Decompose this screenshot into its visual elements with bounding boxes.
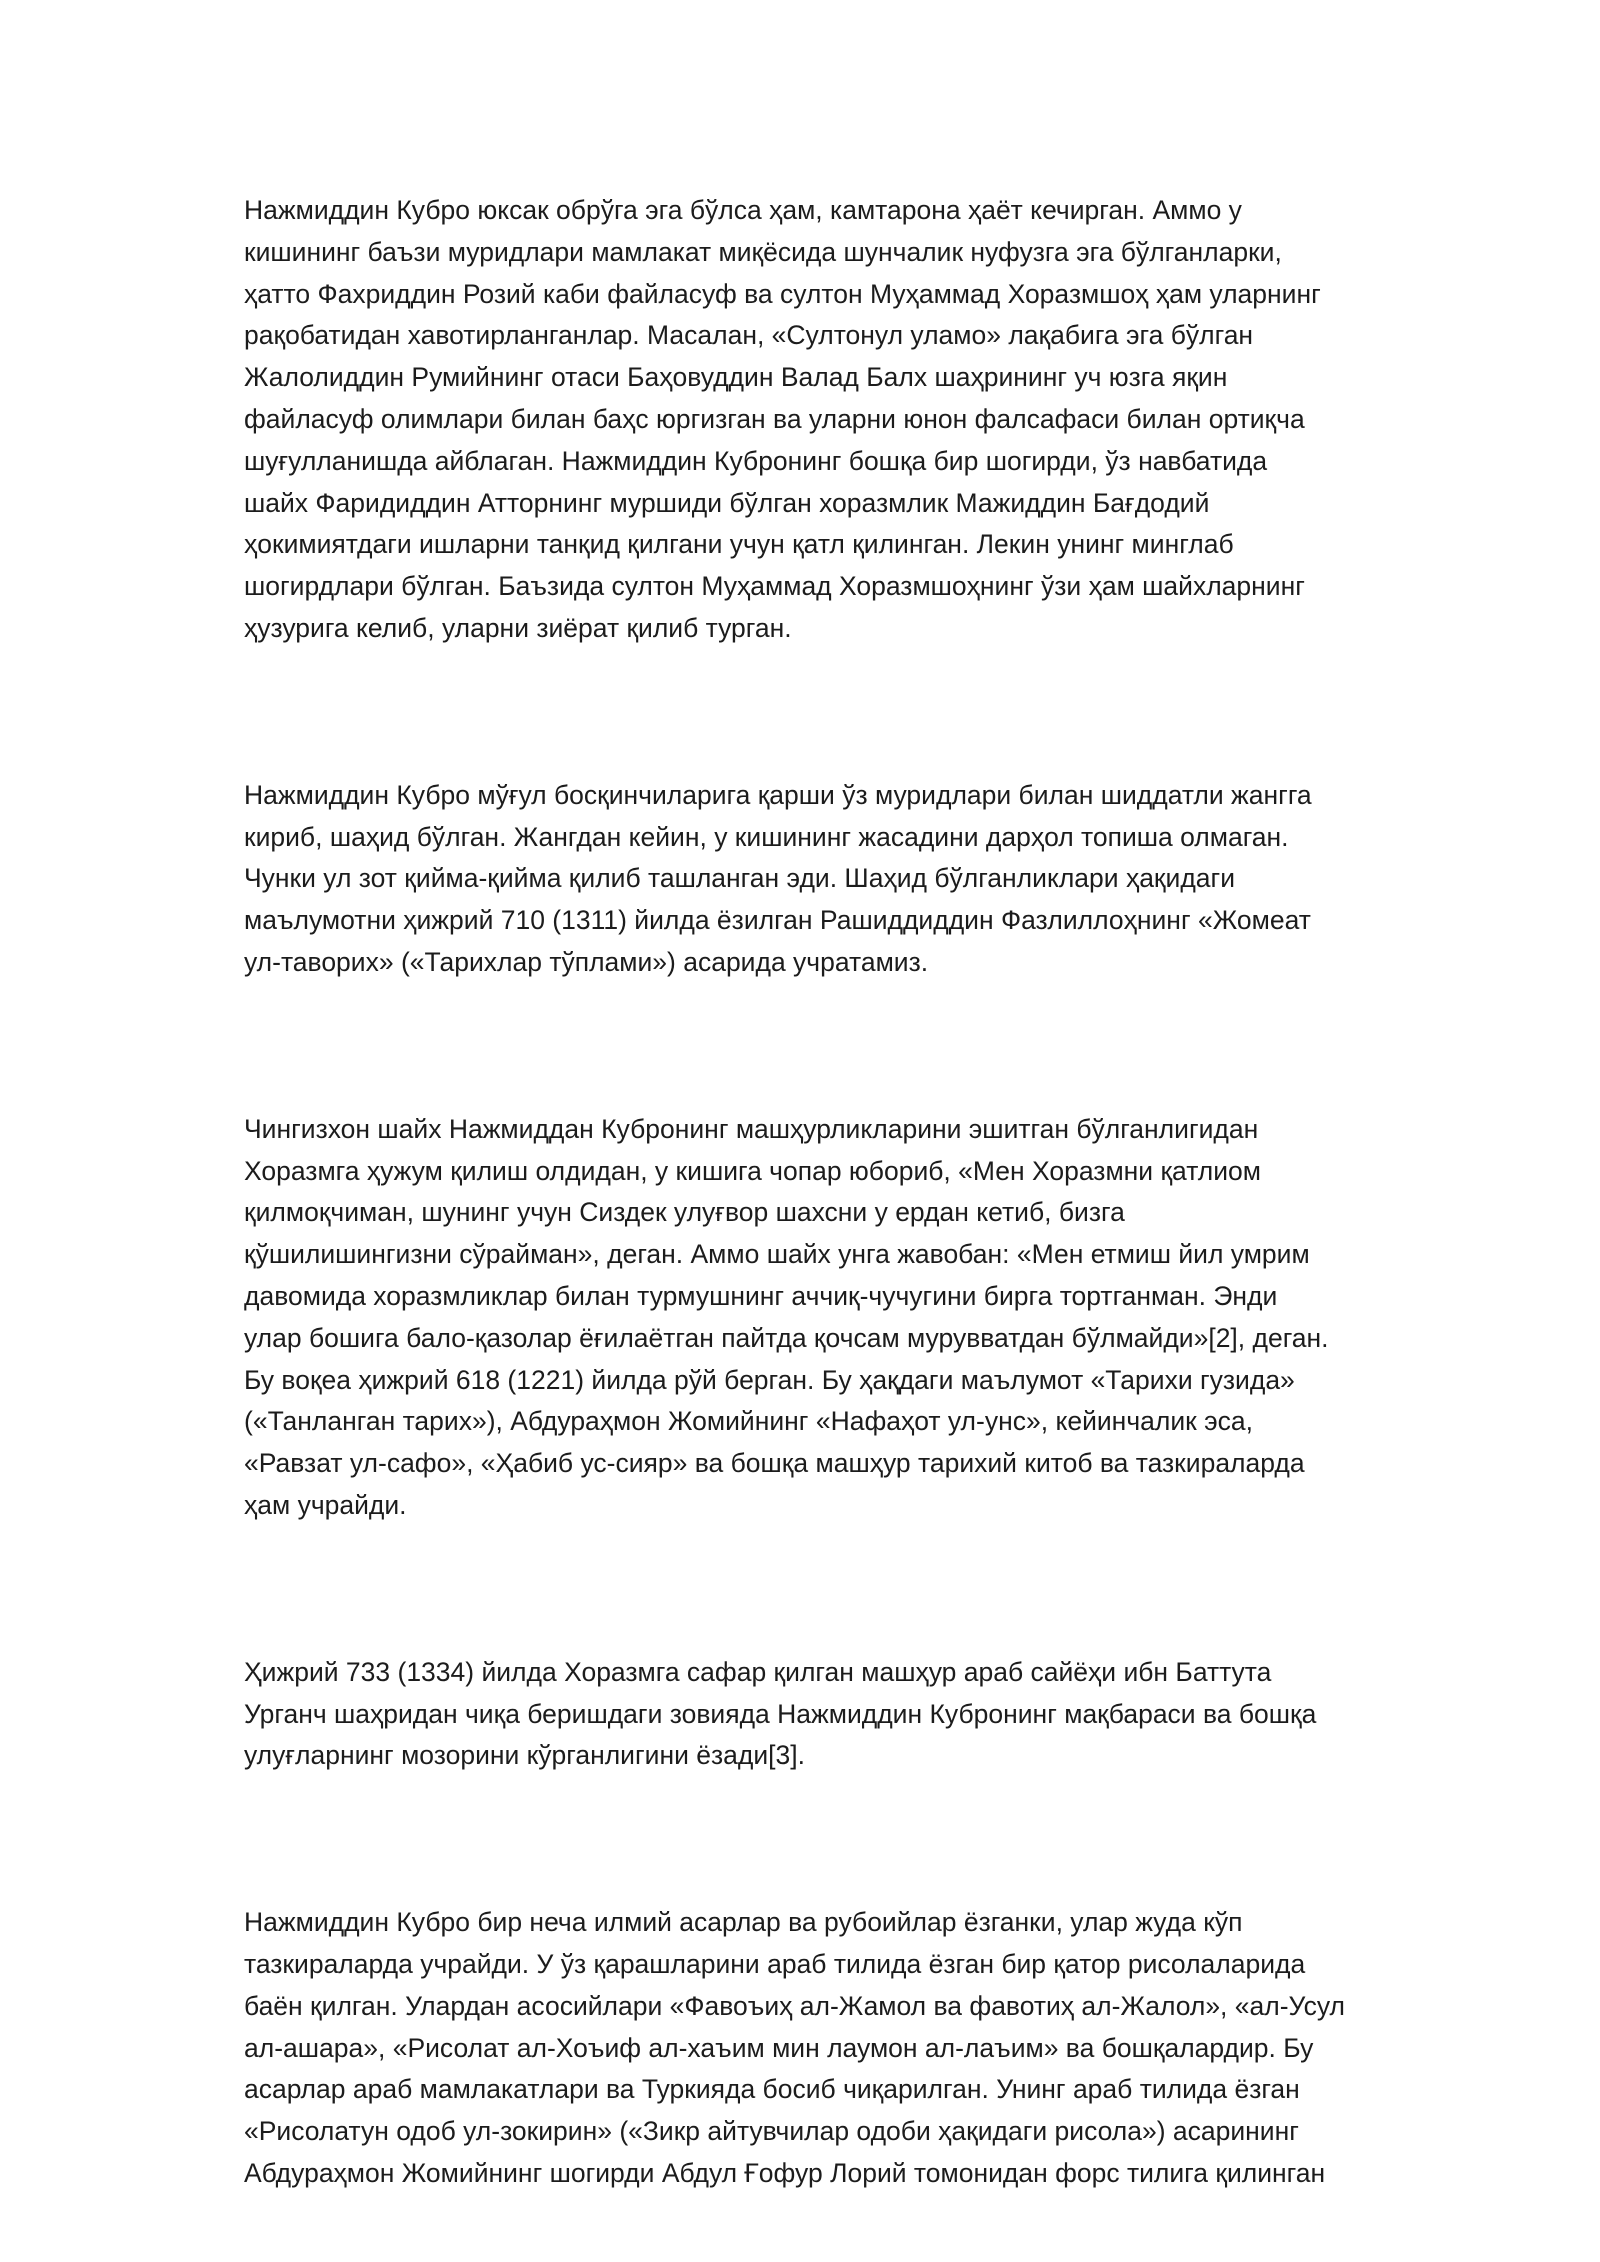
paragraph-4: Ҳижрий 733 (1334) йилда Хоразмга сафар қилган машҳур араб сайёҳи ибн Баттута Урганч шаҳридан чиқа беришдаги зовияда Нажмиддин Кубронинг мақбараси ва бошқа улуғларнинг мозорини кўрганлигини ёзади[3].	[244, 1656, 1317, 1771]
paragraph-5: Нажмиддин Кубро бир неча илмий асарлар ва рубоийлар ёзганки, улар жуда кўп тазкираларда учрайди. У ўз қарашларини араб тилида ёзган бир қатор рисолаларида баён қилган. Улардан асосийлари «Фавоъиҳ ал-Жамол ва фавотиҳ ал-Жалол», «ал-Усул ал-ашара», «Рисолат ал-Хоъиф ал-хаъим мин лаумон ал-лаъим» ва бошқалардир. Бу асарлар араб мамлакатлари ва Туркияда босиб чиқарилган. Унинг араб тилида ёзган «Рисолатун одоб ул-зокирин» («Зикр айтувчилар одоби ҳақидаги рисола») асарининг Абдураҳмон Жомийнинг шогирди Абдул Ғофур Лорий томонидан форс тилига қилинган	[244, 1907, 1345, 2188]
paragraph-2: Нажмиддин Кубро мўғул босқинчиларига қарши ўз муридлари билан шиддатли жангга кириб, шаҳид бўлган. Жангдан кейин, у кишининг жасадини дарҳол топиша олмаган. Чунки ул зот қийма-қийма қилиб ташланган эди. Шаҳид бўлганликлари ҳақидаги маълумотни ҳижрий 710 (1311) йилда ёзилган Рашиддиддин Фазлиллоҳнинг «Жомеат ул-таворих» («Тарихлар тўплами») асарида учратамиз.	[244, 779, 1312, 977]
document-body	[244, 190, 1372, 2195]
paragraph-1: Нажмиддин Кубро юксак обрўга эга бўлса ҳам, камтарона ҳаёт кечирган. Аммо у кишининг баъзи муридлари мамлакат миқёсида шунчалик нуфузга эга бўлганларки, ҳатто Фахриддин Розий каби файласуф ва султон Муҳаммад Хоразмшоҳ ҳам уларнинг рақобатидан хавотирланганлар. Масалан, «Султонул уламо» лақабига эга бўлган Жалолиддин Румийнинг отаси Баҳовуддин Валад Балх шаҳрининг уч юзга яқин файласуф олимлари билан баҳс юргизган ва уларни юнон фалсафаси билан ортиқча шуғулланишда айблаган. Нажмиддин Кубронинг бошқа бир шогирди, ўз навбатида шайх Фаридиддин Атторнинг муршиди бўлган хоразмлик Мажиддин Бағдодий ҳокимиятдаги ишларни танқид қилгани учун қатл қилинган. Лекин унинг минглаб шогирдлари бўлган. Баъзида султон Муҳаммад Хоразмшоҳнинг ўзи ҳам шайхларнинг ҳузурига келиб, уларни зиёрат қилиб турган.	[244, 195, 1321, 643]
paragraph-3: Чингизхон шайх Нажмиддан Кубронинг машҳурликларини эшитган бўлганлигидан Хоразмга ҳужум қилиш олдидан, у кишига чопар юбориб, «Мен Хоразмни қатлиом қилмоқчиман, шунинг учун Сиздек улуғвор шахсни у ердан кетиб, бизга қўшилишингизни сўрайман», деган. Аммо шайх унга жавобан: «Мен етмиш йил умрим давомида хоразмликлар билан турмушнинг аччиқ-чучугини бирга тортганман. Энди улар бошига бало-қазолар ёғилаётган пайтда қочсам мурувватдан бўлмайди»[2], деган. Бу воқеа ҳижрий 618 (1221) йилда рўй берган. Бу ҳақдаги маълумот «Тарихи гузида» («Танланган тарих»), Абдураҳмон Жомийнинг «Нафаҳот ул-унс», кейинчалик эса, «Равзат ул-сафо», «Ҳабиб ус-сияр» ва бошқа машҳур тарихий китоб ва тазкираларда ҳам учрайди.	[244, 1113, 1329, 1520]
